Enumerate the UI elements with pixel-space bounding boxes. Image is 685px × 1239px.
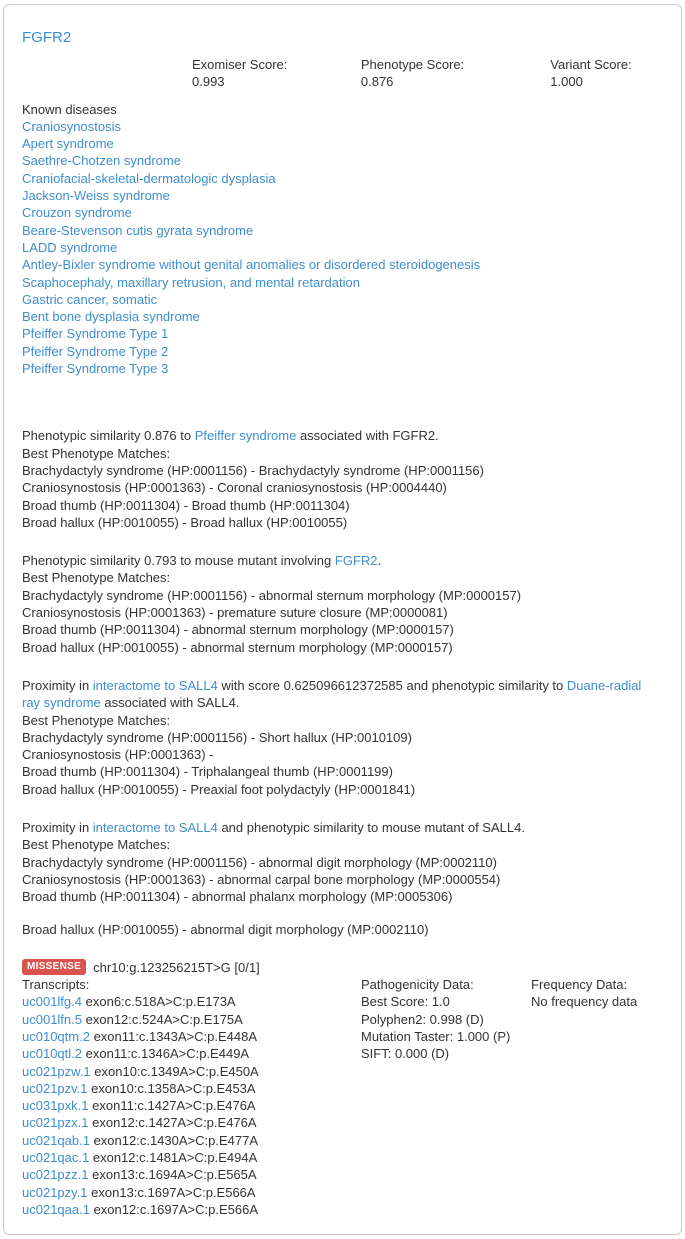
known-diseases-heading: Known diseases [22, 101, 117, 117]
disease-link[interactable]: Saethre-Chotzen syndrome [22, 153, 181, 169]
transcript-change: exon12:c.1697A>C:p.E566A [93, 1201, 259, 1217]
transcript-link[interactable]: uc021qab.1 [22, 1132, 90, 1148]
pathogenicity-line: SIFT: 0.000 (D) [361, 1046, 450, 1062]
transcript-line [22, 1080, 361, 1097]
transcript-link[interactable]: uc001lfn.5 [22, 1011, 82, 1027]
match-line: Craniosynostosis (HP:0001363) - [22, 747, 214, 763]
transcript-line [22, 1132, 361, 1149]
transcript-line [22, 1201, 361, 1218]
transcript-link[interactable]: uc010qtm.2 [22, 1028, 90, 1044]
transcript-change: exon13:c.1697A>C:p.E566A [91, 1184, 256, 1200]
phenotype-section-human [22, 427, 661, 531]
interactome-link-sall4[interactable]: interactome to SALL4 [92, 819, 218, 835]
transcript-change: exon11:c.1346A>C:p.E449A [85, 1046, 250, 1062]
intro-text: . [377, 553, 382, 569]
disease-link[interactable]: LADD syndrome [22, 239, 118, 255]
phenotype-score-value: 0.876 [360, 74, 394, 90]
transcript-line [22, 1063, 361, 1080]
phenotype-score [361, 56, 492, 91]
interactome-link-sall4[interactable]: interactome to SALL4 [92, 677, 218, 693]
exomiser-score-value: 0.993 [192, 74, 225, 90]
best-matches-heading: Best Phenotype Matches: [22, 570, 171, 586]
match-line: Broad hallux (HP:0010055) - Preaxial foot polydactyly (HP:0001841) [22, 781, 416, 797]
variant-block [22, 959, 661, 1218]
transcript-change: exon12:c.1481A>C:p.E494A [92, 1150, 258, 1166]
disease-link[interactable]: Jackson-Weiss syndrome [22, 188, 170, 204]
transcript-link[interactable]: uc021pzv.1 [22, 1080, 88, 1096]
transcripts-heading: Transcripts: [22, 977, 90, 993]
match-line: Broad thumb (HP:0011304) - Triphalangeal thumb (HP:0001199) [22, 764, 393, 780]
disease-link[interactable]: Scaphocephaly, maxillary retrusion, and mental retardation [22, 274, 360, 290]
interactome-section-human [22, 677, 661, 798]
disease-link[interactable]: Antley-Bixler syndrome without genital anomalies or disordered steroidogenesis [22, 257, 481, 273]
match-line: Brachydactyly syndrome (HP:0001156) - abnormal digit morphology (MP:0002110) [22, 854, 497, 870]
phenotype-intro [22, 427, 661, 444]
transcript-change: exon11:c.1427A>C:p.E476A [92, 1098, 256, 1114]
transcript-link[interactable]: uc001lfg.4 [22, 994, 82, 1010]
disease-link[interactable]: Craniofacial-skeletal-dermatologic dysplasia [22, 170, 276, 186]
variant-columns [22, 976, 661, 1218]
disease-link-pfeiffer-syndrome[interactable]: Pfeiffer syndrome [194, 428, 297, 444]
intro-text: Phenotypic similarity 0.876 to [22, 428, 195, 444]
transcript-link[interactable]: uc021pzz.1 [22, 1167, 89, 1183]
disease-link[interactable]: Pfeiffer Syndrome Type 2 [22, 343, 169, 359]
frequency-heading: Frequency Data: [531, 977, 628, 993]
transcript-line [22, 1114, 361, 1131]
transcript-link[interactable]: uc031pxk.1 [22, 1098, 89, 1114]
known-diseases-list [22, 118, 661, 377]
exomiser-score-label: Exomiser Score: [192, 57, 288, 72]
transcript-link[interactable]: uc021pzy.1 [22, 1184, 88, 1200]
transcript-link[interactable]: uc021pzx.1 [22, 1115, 89, 1131]
intro-text: Proximity in [22, 819, 93, 835]
pathogenicity-line: Best Score: 1.0 [361, 994, 450, 1010]
disease-link[interactable]: Beare-Stevenson cutis gyrata syndrome [22, 222, 254, 238]
disease-link[interactable]: Gastric cancer, somatic [22, 291, 158, 307]
pathogenicity-heading: Pathogenicity Data: [361, 977, 474, 993]
pathogenicity-column [361, 976, 531, 1062]
transcript-change: exon10:c.1358A>C:p.E453A [91, 1080, 256, 1096]
best-matches-heading: Best Phenotype Matches: [22, 837, 171, 853]
match-line: Broad thumb (HP:0011304) - abnormal phalanx morphology (MP:0005306) [22, 889, 453, 905]
transcript-line [22, 1166, 361, 1183]
transcript-line [22, 1097, 361, 1114]
match-line: Broad thumb (HP:0011304) - abnormal sternum morphology (MP:0000157) [22, 622, 454, 638]
transcript-change: exon13:c.1694A>C:p.E565A [92, 1167, 257, 1183]
transcript-line [22, 1028, 361, 1045]
transcript-link[interactable]: uc021qac.1 [22, 1150, 90, 1166]
match-line: Broad hallux (HP:0010055) - Broad hallux (HP:0010055) [22, 514, 348, 530]
disease-link[interactable]: Bent bone dysplasia syndrome [22, 309, 200, 325]
frequency-line: No frequency data [531, 994, 638, 1010]
phenotype-intro [22, 552, 661, 569]
match-line: Craniosynostosis (HP:0001363) - premature suture closure (MP:0000081) [22, 605, 448, 621]
match-line: Broad thumb (HP:0011304) - Broad thumb (HP:0011304) [22, 497, 350, 513]
frequency-column [531, 976, 661, 1011]
interactome-section-mouse [22, 819, 661, 939]
scores-row [22, 56, 661, 91]
transcript-line [22, 1184, 361, 1201]
transcript-link[interactable]: uc021pzw.1 [22, 1063, 91, 1079]
match-line: Craniosynostosis (HP:0001363) - Coronal craniosynostosis (HP:0004440) [22, 480, 447, 496]
variant-header [22, 959, 661, 976]
transcript-change: exon6:c.518A>C:p.E173A [85, 994, 236, 1010]
intro-text: associated with FGFR2. [296, 428, 439, 444]
exomiser-score [192, 56, 316, 91]
transcript-line [22, 1045, 361, 1062]
phenotype-intro [22, 677, 661, 712]
match-line: Brachydactyly syndrome (HP:0001156) - abnormal sternum morphology (MP:0000157) [22, 587, 522, 603]
gene-symbol-link[interactable]: FGFR2 [22, 29, 72, 46]
phenotype-score-label: Phenotype Score: [360, 57, 465, 72]
match-line: Brachydactyly syndrome (HP:0001156) - Short hallux (HP:0010109) [22, 729, 412, 745]
gene-link-fgfr2[interactable]: FGFR2 [334, 553, 378, 569]
transcript-line [22, 1149, 361, 1166]
disease-link[interactable]: Apert syndrome [22, 136, 114, 152]
intro-text: and phenotypic similarity to mouse mutant of SALL4. [217, 819, 525, 835]
transcript-change: exon11:c.1343A>C:p.E448A [93, 1028, 258, 1044]
best-matches-heading: Best Phenotype Matches: [22, 445, 171, 461]
phenotype-intro [22, 819, 661, 836]
pathogenicity-line: Mutation Taster: 1.000 (P) [361, 1028, 511, 1044]
transcript-change: exon12:c.1430A>C:p.E477A [93, 1132, 259, 1148]
variant-score [550, 56, 661, 91]
intro-text: Phenotypic similarity 0.793 to mouse mutant involving [22, 553, 335, 569]
variant-score-label: Variant Score: [550, 57, 632, 72]
variant-type-badge: MISSENSE [22, 959, 86, 975]
transcript-link[interactable]: uc021qaa.1 [22, 1201, 90, 1217]
gene-result-panel [3, 4, 682, 1235]
match-line: Brachydactyly syndrome (HP:0001156) - Brachydactyly syndrome (HP:0001156) [22, 462, 484, 478]
match-line: Broad hallux (HP:0010055) - abnormal digit morphology (MP:0002110) [22, 922, 429, 938]
transcript-change: exon10:c.1349A>C:p.E450A [94, 1063, 259, 1079]
disease-link-duane-radial-ray[interactable]: Duane-radial ray syndrome [22, 677, 642, 711]
intro-text: with score 0.625096612372585 and phenotypic similarity to [217, 677, 567, 693]
phenotype-section-mouse [22, 552, 661, 656]
transcript-change: exon12:c.1427A>C:p.E476A [92, 1115, 257, 1131]
match-line: Broad hallux (HP:0010055) - abnormal sternum morphology (MP:0000157) [22, 639, 453, 655]
transcript-change: exon12:c.524A>C:p.E175A [85, 1011, 243, 1027]
intro-text: Proximity in [22, 677, 93, 693]
best-matches-heading: Best Phenotype Matches: [22, 712, 171, 728]
transcripts-column [22, 976, 361, 1218]
transcript-link[interactable]: uc010qtl.2 [22, 1046, 82, 1062]
disease-link[interactable]: Pfeiffer Syndrome Type 1 [22, 326, 169, 342]
intro-text: associated with SALL4. [100, 695, 240, 711]
match-line: Craniosynostosis (HP:0001363) - abnormal carpal bone morphology (MP:0000554) [22, 871, 501, 887]
transcript-line [22, 993, 361, 1010]
disease-link[interactable]: Craniosynostosis [22, 118, 121, 134]
disease-link[interactable]: Pfeiffer Syndrome Type 3 [22, 361, 169, 377]
variant-score-value: 1.000 [550, 74, 583, 90]
disease-link[interactable]: Crouzon syndrome [22, 205, 132, 221]
transcript-line [22, 1011, 361, 1028]
pathogenicity-line: Polyphen2: 0.998 (D) [361, 1011, 484, 1027]
variant-location: chr10:g.123256215T>G [0/1] [93, 959, 260, 975]
